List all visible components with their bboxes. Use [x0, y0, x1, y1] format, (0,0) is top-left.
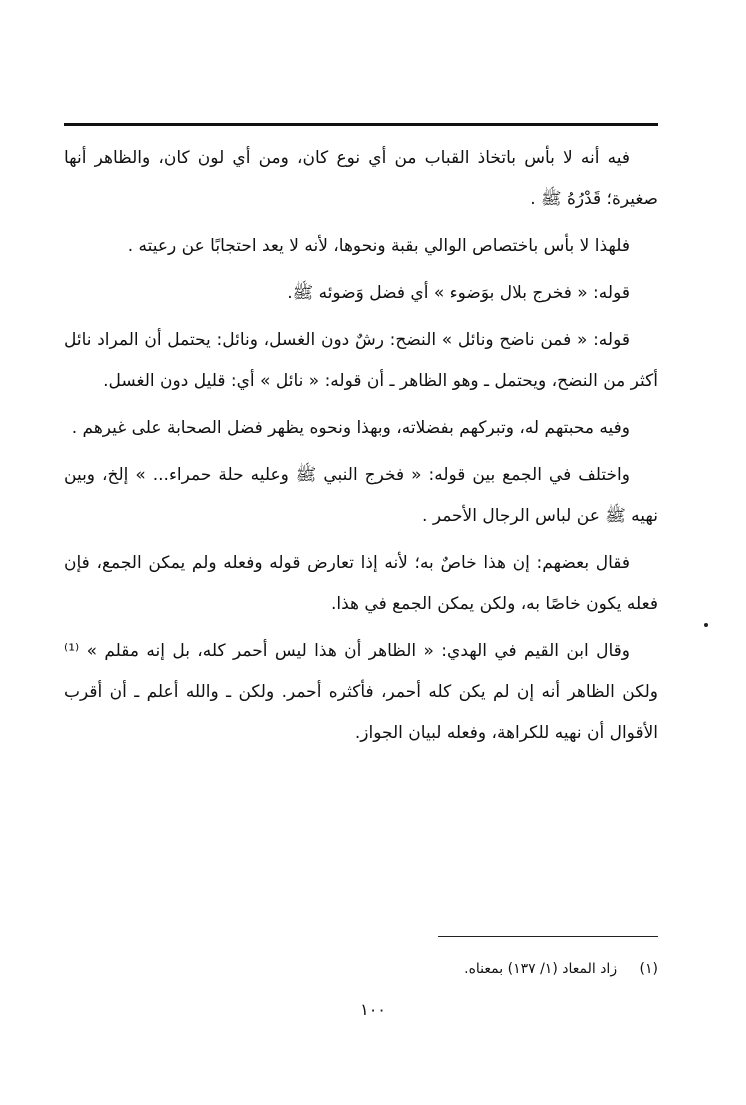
footnote-number: (١): [639, 961, 658, 977]
paragraph-8: وقال ابن القيم في الهدي: « الظاهر أن هذا ليس أحمر كله، بل إنه مقلم » ⁽¹⁾ ولكن الظاهر أنه إن لم يكن كله أحمر، فأكثره أحمر. ولكن ـ والله أعلم ـ أن أقرب الأقوال أن نهيه للكراهة، وفعله لبيان الجواز.: [64, 641, 658, 743]
scan-dot-mark: [704, 623, 708, 627]
footnote-rule: [438, 936, 658, 937]
footnote: [464, 958, 658, 980]
paragraph-5: وفيه محبتهم له، وتبركهم بفضلاته، وبهذا ونحوه يظهر فضل الصحابة على غيرهم .: [71, 418, 630, 438]
paragraph-7: فقال بعضهم: إن هذا خاصٌ به؛ لأنه إذا تعارض قوله وفعله ولم يمكن الجمع، فإن فعله يكون خاصًا به، ولكن يمكن الجمع في هذا.: [64, 553, 658, 614]
paragraph-1: فيه أنه لا بأس باتخاذ القباب من أي نوع كان، ومن أي لون كان، والظاهر أنها صغيرة؛ قَدْرُهُ ﷺ .: [64, 148, 658, 209]
footnote-text: زاد المعاد (١/ ١٣٧) بمعناه.: [464, 961, 618, 977]
paragraph-3: قوله: « فخرج بلال بوَضوء » أي فضل وَضوئه ﷺ.: [287, 283, 630, 303]
paragraph-2: فلهذا لا بأس باختصاص الوالي بقبة ونحوها، لأنه لا يعد احتجابًا عن رعيته .: [127, 236, 630, 256]
header-rule: [64, 123, 658, 126]
page-number: ١٠٠: [360, 1000, 386, 1019]
paragraph-4: قوله: « فمن ناضح ونائل » النضح: رشٌ دون الغسل، ونائل: يحتمل أن المراد نائل أكثر من النضح، ويحتمل ـ وهو الظاهر ـ أن قوله: « نائل » أي: قليل دون الغسل.: [64, 330, 658, 391]
paragraph-6: واختلف في الجمع بين قوله: « فخرج النبي ﷺ وعليه حلة حمراء... » إلخ، وبين نهيه ﷺ عن لباس الرجال الأحمر .: [64, 465, 658, 526]
main-text: [64, 138, 658, 760]
